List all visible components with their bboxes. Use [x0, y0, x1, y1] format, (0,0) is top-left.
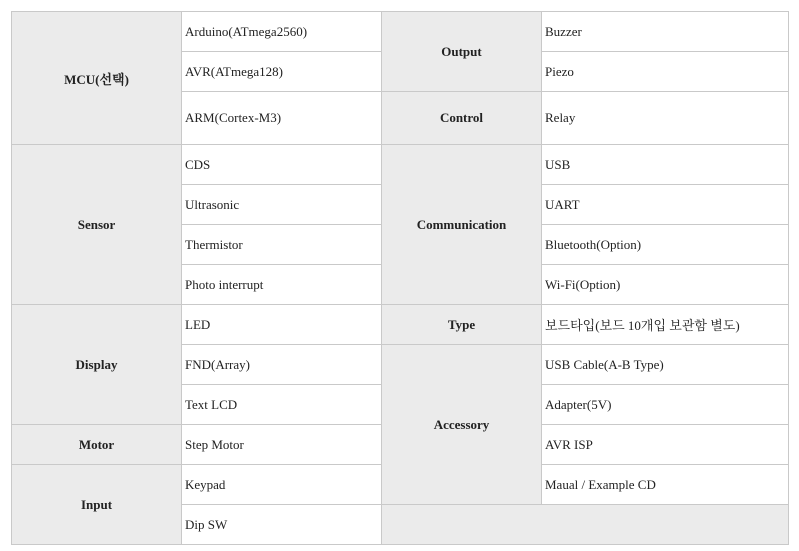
communication-label: Communication: [382, 145, 542, 305]
accessory-item: Maual / Example CD: [542, 465, 789, 505]
spec-table: [11, 11, 789, 545]
output-item: Buzzer: [542, 12, 789, 52]
control-item: Relay: [542, 92, 789, 145]
mcu-label: MCU(선택): [12, 12, 182, 145]
input-label: Input: [12, 465, 182, 545]
communication-item: Wi-Fi(Option): [542, 265, 789, 305]
output-label: Output: [382, 12, 542, 92]
empty-cell: [382, 505, 789, 545]
input-item: Dip SW: [182, 505, 382, 545]
accessory-item: USB Cable(A-B Type): [542, 345, 789, 385]
output-item: Piezo: [542, 52, 789, 92]
sensor-item: Thermistor: [182, 225, 382, 265]
communication-item: UART: [542, 185, 789, 225]
sensor-item: CDS: [182, 145, 382, 185]
display-label: Display: [12, 305, 182, 425]
control-label: Control: [382, 92, 542, 145]
type-item: 보드타입(보드 10개입 보관함 별도): [542, 305, 789, 345]
sensor-label: Sensor: [12, 145, 182, 305]
sensor-item: Photo interrupt: [182, 265, 382, 305]
communication-item: USB: [542, 145, 789, 185]
type-label: Type: [382, 305, 542, 345]
mcu-item: ARM(Cortex-M3): [182, 92, 382, 145]
mcu-item: Arduino(ATmega2560): [182, 12, 382, 52]
table-row: [12, 145, 789, 185]
communication-item: Bluetooth(Option): [542, 225, 789, 265]
motor-item: Step Motor: [182, 425, 382, 465]
display-item: Text LCD: [182, 385, 382, 425]
accessory-item: Adapter(5V): [542, 385, 789, 425]
mcu-item: AVR(ATmega128): [182, 52, 382, 92]
table-row: [12, 305, 789, 345]
accessory-item: AVR ISP: [542, 425, 789, 465]
sensor-item: Ultrasonic: [182, 185, 382, 225]
input-item: Keypad: [182, 465, 382, 505]
accessory-label: Accessory: [382, 345, 542, 505]
motor-label: Motor: [12, 425, 182, 465]
display-item: FND(Array): [182, 345, 382, 385]
display-item: LED: [182, 305, 382, 345]
table-row: [12, 12, 789, 52]
